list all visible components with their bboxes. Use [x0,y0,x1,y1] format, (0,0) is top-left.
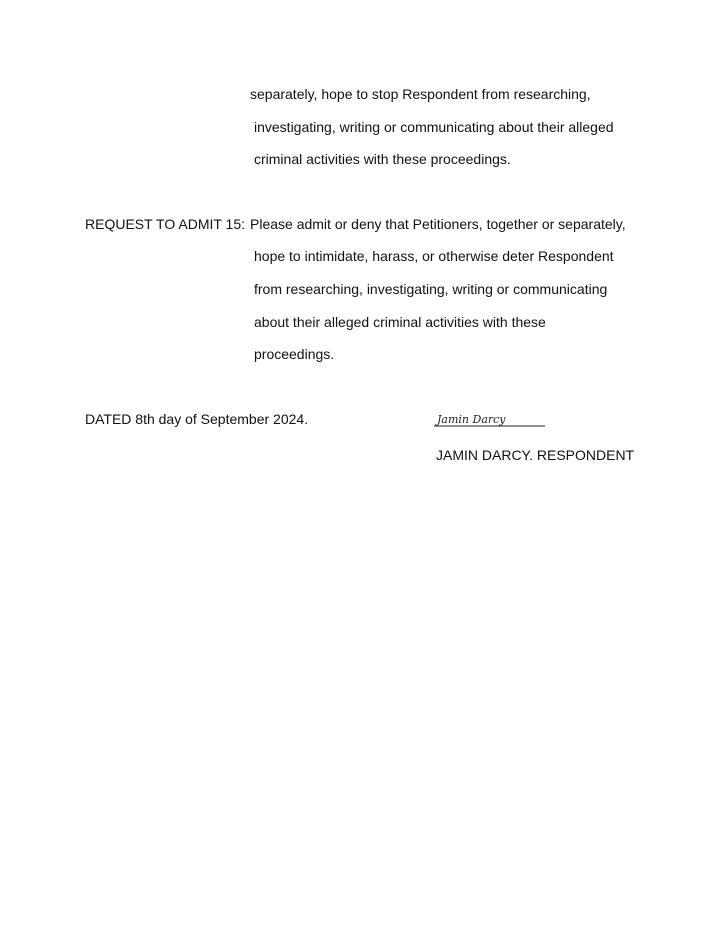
request-15-line-4: about their alleged criminal activities with these [254,314,546,330]
request-15-line-2: hope to intimidate, harass, or otherwise deter Respondent [254,248,614,264]
continuation-line-1: separately, hope to stop Respondent from researching, [250,86,591,102]
request-15-line-1: Please admit or deny that Petitioners, together or separately, [250,216,626,232]
signature [434,409,546,429]
request-15-label: REQUEST TO ADMIT 15: [85,216,246,232]
signature-handwriting: Jamin Darcy [437,413,506,426]
signer-name: JAMIN DARCY. RESPONDENT [436,447,635,463]
request-15-line-3: from researching, investigating, writing or communicating [254,281,608,297]
request-15-line-5: proceedings. [254,346,335,362]
continuation-line-3: criminal activities with these proceedings. [254,151,511,167]
continuation-line-2: investigating, writing or communicating about their alleged [254,119,614,135]
dated-line: DATED 8th day of September 2024. [85,411,309,427]
